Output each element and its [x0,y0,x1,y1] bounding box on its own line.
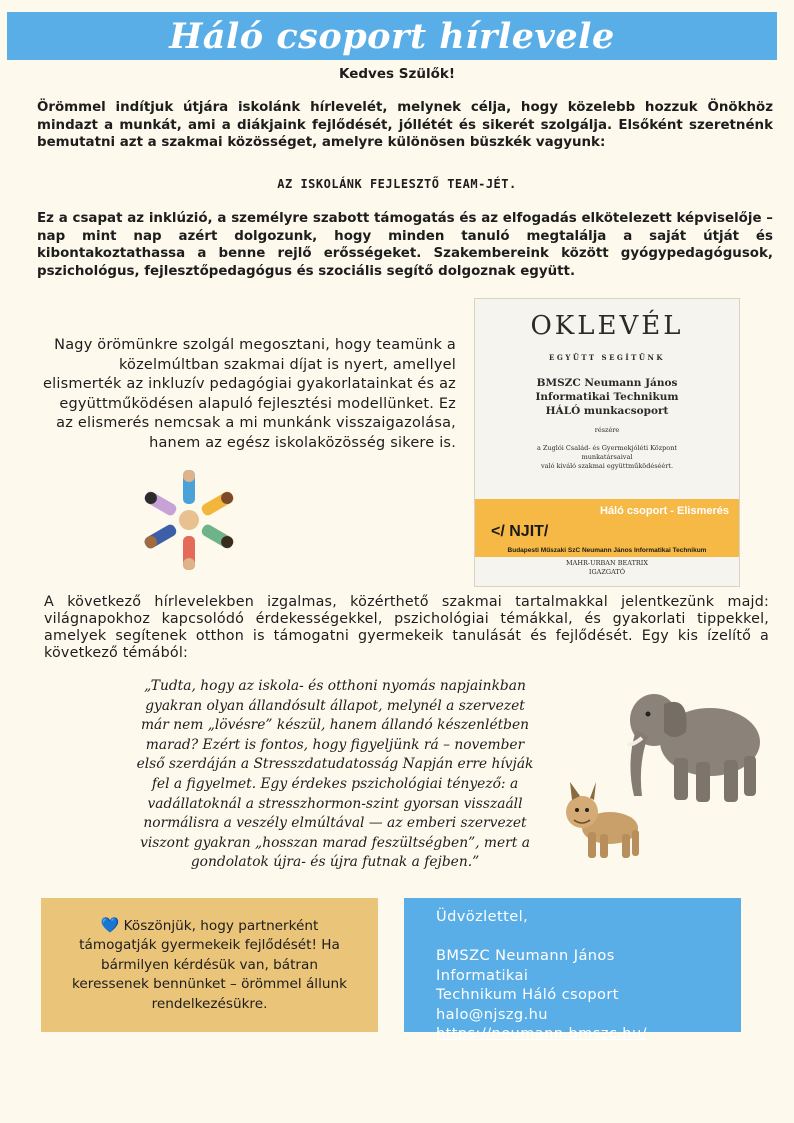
certificate-title: OKLEVÉL [530,311,684,341]
contact-box [404,898,741,1042]
blue-heart-icon: 💙 [100,915,120,934]
lynx-icon [556,778,648,862]
header-banner [7,12,777,60]
newsletter-title: Háló csoport hírlevele [169,15,615,57]
contact-org-line2: Technikum Háló csoport [436,986,619,1003]
certificate-ribbon [475,499,739,557]
team-heading: AZ ISKOLÁNK FEJLESZTŐ TEAM-JÉT. [277,177,517,191]
contact-email: halo@njszg.hu [436,1005,548,1023]
certificate-subtitle: EGYÜTT SEGÍTÜNK [549,353,665,362]
greeting: Kedves Szülők! [339,66,455,82]
school-name: Budapesti Műszaki SzC Neumann János Informatikai Technikum [507,547,707,554]
stress-quote: „Tudta, hogy az iskola- és otthoni nyomás napjainkban gyakran olyan állandósult állapot, melynél a szervezet már nem „lövésre” készül, hanem állandó készenlétben marad? Ezért is fontos, hogy figyeljünk rá – november első szerdáján a Stresszdatudatosság Napján erre hívják fel a figyelmet. Egy érdekes pszichológiai tényező: a vadállatoknál a stresszhormon-szint gyorsan visszaáll normálisra a veszély elmúltával — az emberi szervezet viszont gyakran „hosszan marad feszültségben”, mert a gondolatok újra- és újra futnak a fejben.” [136,678,534,871]
thanks-message [71,916,348,1015]
contact-org-line1: BMSZC Neumann János Informatikai [436,947,615,984]
intro-paragraph: Örömmel indítjuk útjára iskolánk hírlevelét, melynek célja, hogy közelebb hozzuk Önökhöz mindazt a munkát, ami a diákjaink fejlődését, jóllétét és sikerét szolgálja. Elsőként szeretnénk bemutatni azt a szakmai közösséget, amelyre különösen büszkék vagyunk: [37,100,773,150]
certificate-recipient-suffix: részére [594,426,620,434]
award-paragraph: Nagy örömünkre szolgál megosztani, hogy teamünk a közelmúltban szakmai díjat is nyert, amellyel elismerték az inkluzív pedagógiai gyakorlatainkat és az együttműködésen alapuló fejlesztési modellünket. Ez az elismerés nemcsak a mi munkánk visszaigazolása, hanem az egész iskolaközösség sikere is. [43,337,456,451]
certificate-description: a Zuglói Család- és Gyermekjóléti Központ munkatársaival való kiváló szakmai együttműködéséért. [536,444,678,470]
thanks-text: Köszönjük, hogy partnerként támogatják gyermekeik fejlődését! Ha bármilyen kérdésük van, bátran keressenek bennünket – örömmel állunk rendelkezésükre. [72,917,347,1012]
certificate-signature: MAHR-URBAN BEATRIX IGAZGATÓ [566,559,648,576]
contact-salutation: Üdvözlettel, [436,908,529,925]
njit-logo: </ NJIT/ [491,523,549,540]
team-paragraph: Ez a csapat az inklúzió, a személyre szabott támogatás és az elfogadás elkötelezett képviselője – nap mint nap azért dolgozunk, hogy minden tanuló megtalálja a saját útját és kibontakoztathassa a benne rejlő erősségeket. Szakembereink között gyógypedagógusok, pszichológus, fejlesztőpedagógus és szociális segítő dolgoznak együtt. [37,211,773,279]
ribbon-title: Háló csoport - Elismerés [600,505,729,517]
upcoming-paragraph: A következő hírlevelekben izgalmas, közérthető szakmai tartalmakkal jelentkezünk majd: világnapokhoz kapcsolódó érdekességekkel, pszichológiai témákkal, és gyakorlati tippekkel, amelyek segítenek otthon is támogatni gyermekeik tanulását és fejlődését. Egy kis ízelítő a következő témából: [44,594,769,661]
thanks-box [41,898,378,1032]
website-link[interactable]: https://neumann.bmszc.hu/ [436,1025,647,1042]
teamwork-hands-icon [132,468,246,572]
certificate-org: BMSZC Neumann János Informatikai Technikum HÁLÓ munkacsoport [535,377,679,417]
certificate-image [474,298,740,587]
